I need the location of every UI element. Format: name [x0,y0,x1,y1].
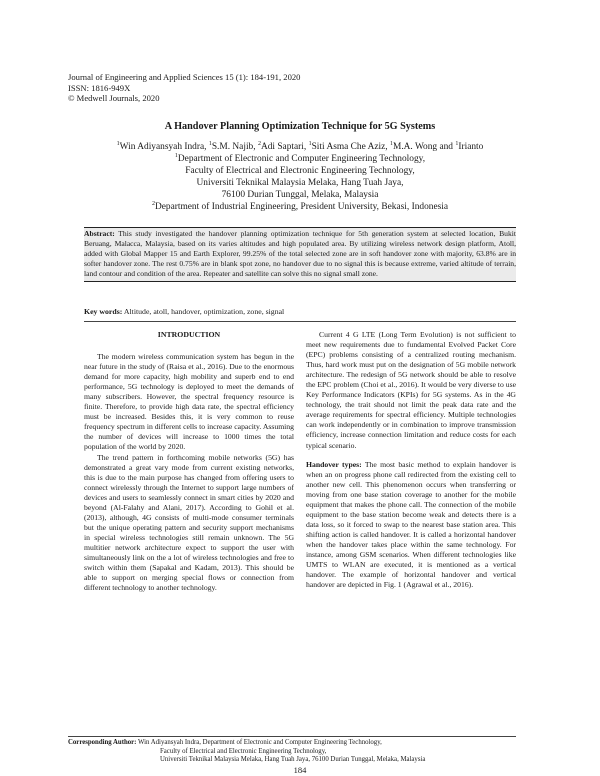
corresponding-label: Corresponding Author: [68,739,137,746]
author-name: Adi Saptari, [260,142,309,152]
abstract-label: Abstract: [84,229,115,238]
journal-copyright: © Medwell Journals, 2020 [68,93,160,104]
section-heading-introduction: INTRODUCTION [157,330,221,339]
corresponding-line-3: Universiti Teknikal Malaysia Melaka, Hang Tuah Jaya, 76100 Durian Tunggal, Melaka, Malaysia [160,756,426,764]
journal-citation: Journal of Engineering and Applied Sciences 15 (1): 184-191, 2020 [68,72,301,82]
handover-types-text: The most basic method to explain handover is when an on progress phone call redirected from the existing cell to another new cell. This phenomenon occurs when transferring or moving from one base station coverage to another for the mobile equipment that makes the phone call. The connection of the mobile equipment to the base station become weak and detects there is a data loss, so it forced to swap to the nearest base station area. This shifting action is called handover. It is called a horizontal handover when the handover takes place within the same technology. For instance, among GSM scenarios. When different technologies like UMTS to WLAN are executed, it is mentioned as a vertical handover. The example of horizontal handover and vertical handover are depicted in Fig. 1 (Agrawal et al., 2016). [306,459,516,590]
keywords [84,307,284,316]
affiliation-text: Department of Industrial Engineering, President University, Bekasi, Indonesia [154,202,449,213]
author-sup: 1 [455,140,459,147]
affiliation-1-line-4: 76100 Durian Tunggal, Melaka, Malaysia [221,190,379,201]
intro-paragraph-1: The modern wireless communication system has begun in the near future in the study of (Raisa et al., 2016). Due to the enormous demand for more capacity, high mobility and superb end to end performance, 5G technology is deployed to meet the demands of many subscribers. However, the spectral frequency resource is finite. Therefore, to provide high data rate, the spectral efficiency must be increased. Besides this, it is very common to reuse frequency spectrum in different cells to increase capacity. Assuming the number of devices will increase to 1000 times the total population of the world by 2020. [84,352,294,452]
corresponding-text: Win Adiyansyah Indra, Department of Electronic and Computer Engineering Technology, [136,739,382,746]
affiliation-sup: 2 [151,201,155,208]
author-name: S.M. Najib, [211,142,258,152]
keywords-text: Altitude, atoll, handover, optimization, zone, signal [122,307,285,316]
author-name: Irianto [458,142,484,152]
right-column [306,330,516,590]
affiliation-sup: 1 [174,152,178,159]
affiliation-1-line-2: Faculty of Electrical and Electronic Engineering Technology, [185,166,415,177]
paragraph-gap [306,451,516,460]
affiliation-1-line-3: Universiti Teknikal Malaysia Melaka, Hang Tuah Jaya, [196,178,404,189]
footer-divider [68,736,516,737]
author-sup: 1 [308,140,312,147]
keywords-divider [84,321,516,322]
journal-issn: ISSN: 1816-949X [68,82,131,93]
corresponding-line-2: Faculty of Electrical and Electronic Engineering Technology, [160,747,327,755]
author-sup: 1 [389,140,393,147]
author-sup: 1 [208,140,212,147]
corresponding-line-1 [68,739,425,748]
page-number: 184 [293,765,307,775]
author-name: Win Adiyansyah Indra, [119,142,209,152]
affiliation-2 [60,201,540,213]
author-name: M.A. Wong and [392,142,456,152]
paper-title: A Handover Planning Optimization Technique for 5G Systems [164,121,436,132]
affiliation-1-line-1 [60,153,540,165]
author-block [60,141,540,214]
keywords-label: Key words: [84,307,123,316]
corresponding-author [68,739,425,765]
left-column [84,330,294,593]
intro-paragraph-2: The trend pattern in forthcoming mobile networks (5G) has demonstrated a great vary mode from current existing networks, this is due to the main purpose has changed from offering users to connect wirelessly through the Internet to support large numbers of devices and users to seamlessly connect in smart cities by 2020 and beyond (Al-Falahy and Alani, 2017). According to Gohil et al. (2013), although, 4G consists of multi-mode consumer terminals but the unique operating pattern and security support mechanisms in special wireless technologies still remain unknown. The 5G multitier network architecture expect to support the user with simultaneously link on the a lot of wireless technologies and free to switch within them (Sapakal and Kadam, 2013). This should be able to support on merging special flows or connection from different technology to another technology. [84,452,294,593]
affiliation-text: Department of Electronic and Computer Engineering Technology, [177,154,426,165]
intro-paragraph-3: Current 4 G LTE (Long Term Evolution) is not sufficient to meet new requirements due to fundamental Evolved Packet Core (EPC) problems consisting of a centralized routing mechanism. Thus, hard work must put on the designation of 5G mobile network architecture. The redesign of 5G network should be able to resolve the EPC problem (Choi et al., 2016). It would be very diverse to use Key Performance Indicators (KPIs) for 5G systems. As in the 4G technology, the trait should not limit the peak data rate and the average requirements for spectral efficiency. Multiple technologies can work independently or in combination to improve transmission efficiency, increase connection limitation and reduce costs for each typical scenario. [306,330,516,450]
author-sup: 1 [116,140,120,147]
author-name: Siti Asma Che Aziz, [311,142,390,152]
journal-header [68,72,300,104]
handover-types-paragraph [306,460,516,591]
author-sup: 2 [257,140,261,147]
handover-types-heading: Handover types: [306,459,362,469]
author-list [60,141,540,153]
abstract [84,229,516,279]
abstract-body: This study investigated the handover planning optimization technique for 5th generation system at selected location, Bukit Beruang, Malacca, Malaysia, based on its varies altitudes and high populated area. By utilizing wireless network design platform, Atoll, added with Global Mapper 15 and Earth Explorer, 99.25% of the total selected zone are in soft handover zone with majority, 63.8% are in softer handover zone. The rest 0.75% are in blank spot zone, no handover due to no signal this is because extreme, varied altitude of terrain, land contour and condition of the area. Repeater and satellite can solve this no signal small zone. [84,229,516,279]
